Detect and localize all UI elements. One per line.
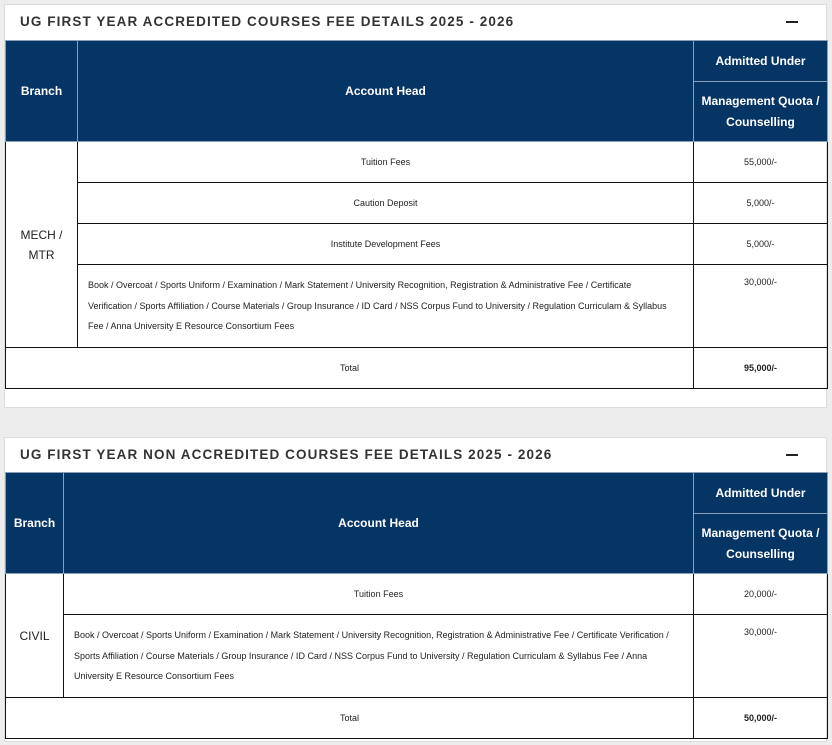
total-row <box>6 348 828 389</box>
table-row <box>6 574 828 615</box>
amount-cell: 30,000/- <box>694 265 828 348</box>
table-row <box>6 615 828 698</box>
panel-header[interactable] <box>5 5 826 42</box>
account-head-cell: Institute Development Fees <box>78 224 694 265</box>
amount-cell: 30,000/- <box>694 615 828 698</box>
amount-cell: 55,000/- <box>694 142 828 183</box>
total-amount: 95,000/- <box>694 348 828 389</box>
panel-header[interactable] <box>5 438 826 475</box>
branch-header: Branch <box>6 41 78 142</box>
collapse-minus-icon[interactable] <box>786 454 798 456</box>
total-label: Total <box>6 698 694 739</box>
quota-header: Management Quota / Counselling <box>694 82 828 142</box>
total-amount: 50,000/- <box>694 698 828 739</box>
branch-header: Branch <box>6 473 64 574</box>
quota-header: Management Quota / Counselling <box>694 514 828 574</box>
account-head-header: Account Head <box>64 473 694 574</box>
branch-cell: MECH / MTR <box>6 142 78 348</box>
accredited-fee-panel <box>4 4 827 408</box>
account-head-cell: Book / Overcoat / Sports Uniform / Examination / Mark Statement / University Recognition, Registration & Administrative Fee / Certificate Verification / Sports Affiliation / Course Materials / Group Insurance / ID Card / NSS Corpus Fund to University / Regulation Curriculam & Syllabus Fee / Anna University E Resource Consortium Fees <box>78 265 694 348</box>
fee-table <box>5 40 828 389</box>
amount-cell: 20,000/- <box>694 574 828 615</box>
table-row <box>6 183 828 224</box>
table-row <box>6 224 828 265</box>
amount-cell: 5,000/- <box>694 183 828 224</box>
collapse-minus-icon[interactable] <box>786 21 798 23</box>
admitted-under-header: Admitted Under <box>694 41 828 82</box>
table-row <box>6 265 828 348</box>
amount-cell: 5,000/- <box>694 224 828 265</box>
fee-table <box>5 472 828 739</box>
account-head-cell: Tuition Fees <box>64 574 694 615</box>
account-head-cell: Book / Overcoat / Sports Uniform / Examination / Mark Statement / University Recognition, Registration & Administrative Fee / Certificate Verification / Sports Affiliation / Course Materials / Group Insurance / ID Card / NSS Corpus Fund to University / Regulation Curriculam & Syllabus Fee / Anna University E Resource Consortium Fees <box>64 615 694 698</box>
total-label: Total <box>6 348 694 389</box>
branch-cell: CIVIL <box>6 574 64 698</box>
panel-title: UG FIRST YEAR ACCREDITED COURSES FEE DETAILS 2025 - 2026 <box>20 14 515 29</box>
account-head-cell: Tuition Fees <box>78 142 694 183</box>
panel-title: UG FIRST YEAR NON ACCREDITED COURSES FEE DETAILS 2025 - 2026 <box>20 447 553 462</box>
admitted-under-header: Admitted Under <box>694 473 828 514</box>
table-row <box>6 142 828 183</box>
account-head-header: Account Head <box>78 41 694 142</box>
non-accredited-fee-panel <box>4 437 827 742</box>
account-head-cell: Caution Deposit <box>78 183 694 224</box>
total-row <box>6 698 828 739</box>
